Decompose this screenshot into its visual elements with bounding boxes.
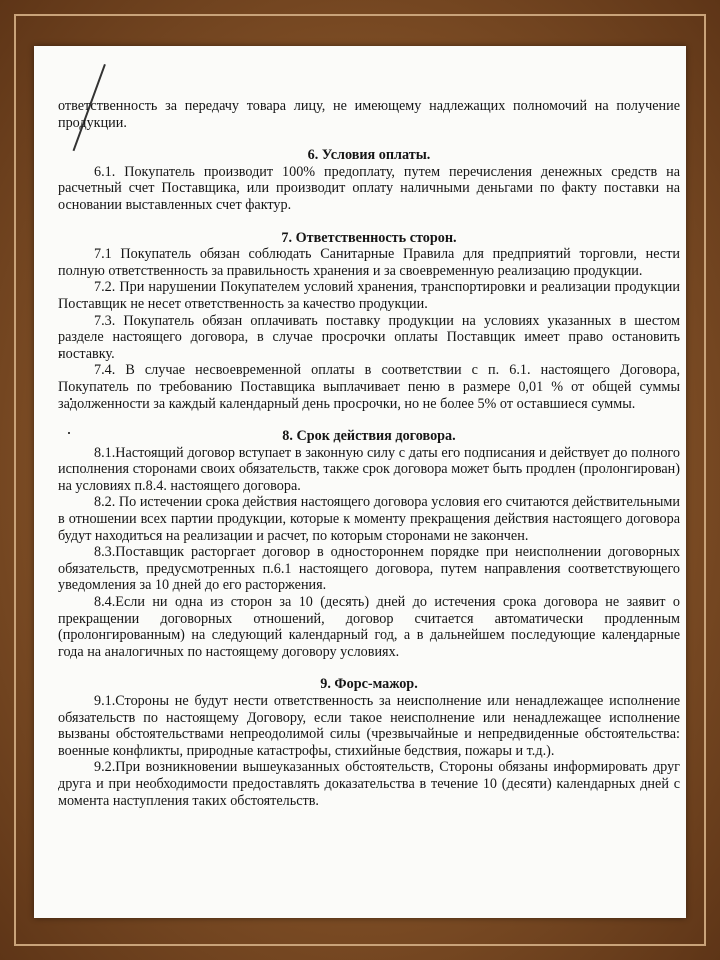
paragraph-6-1: 6.1. Покупатель производит 100% предоплату, путем перечисления денежных средств на расчетный счет Поставщика, или производит оплату наличными деньгами по факту поставки на основании выставленных счет фактур.: [58, 163, 680, 213]
paragraph-7-3: 7.3. Покупатель обязан оплачивать поставку продукции на условиях указанных в шестом разделе настоящего договора, в случае просрочки оплаты Поставщик имеет право остановить поставку.: [58, 312, 680, 362]
section-title-payment: 6. Условия оплаты.: [307, 147, 431, 164]
paragraph-9-2: 9.2.При возникновении вышеуказанных обстоятельств, Стороны обязаны информировать друг друга и при необходимости предоставлять доказательства в течение 10 (десяти) календарных дней с момента наступления таких обстоятельств.: [58, 759, 680, 809]
paragraph-7-2: 7.2. При нарушении Покупателем условий хранения, транспортировки и реализации продукции Поставщик не несет ответственность за качество продукции.: [58, 279, 680, 312]
section-title-force-majeure: 9. Форс-мажор.: [320, 676, 418, 693]
document-text: [58, 98, 680, 809]
section-title-liability: 7. Ответственность сторон.: [281, 229, 457, 246]
paragraph-7-1: 7.1 Покупатель обязан соблюдать Санитарные Правила для предприятий торговли, нести полную ответственность за правильность хранения и за своевременную реализацию продукции.: [58, 246, 680, 279]
paragraph-7-4: 7.4. В случае несвоевременной оплаты в соответствии с п. 6.1. настоящего Договора, Покупатель по требованию Поставщика выплачивает пеню в размере 0,01 % от общей суммы задолженности за каждый календарный день просрочки, но не более 5% от оставшиеся суммы.: [58, 362, 680, 412]
paragraph-8-1: 8.1.Настоящий договор вступает в законную силу с даты его подписания и действует до полного исполнения сторонами своих обязательств, также срок договора может быть продлен (пролонгирован) на условиях п.8.4. настоящего договора.: [58, 444, 680, 494]
paragraph-9-1: 9.1.Стороны не будут нести ответственность за неисполнение или ненадлежащее исполнение обязательств по настоящему Договору, если такое неисполнение или ненадлежащее исполнение вызваны обстоятельствами непреодолимой силы (чрезвычайные и непредвиденные обстоятельства: военные конфликты, природные катастрофы, стихийные бедствия, пожары и т.д.).: [58, 693, 680, 759]
section-title-term: 8. Срок действия договора.: [282, 428, 456, 445]
intro-paragraph: ответственность за передачу товара лицу, не имеющему надлежащих полномочий на получение продукции.: [58, 98, 680, 131]
paragraph-8-3: 8.3.Поставщик расторгает договор в одностороннем порядке при неисполнении договорных обязательств, предусмотренных п.6.1 настоящего договора, путем направления соответствующего уведомления за 10 дней до его расторжения.: [58, 544, 680, 594]
paragraph-8-2: 8.2. По истечении срока действия настоящего договора условия его считаются действительными в отношении всех партии продукции, которые к моменту прекращения действия настоящего договора будут находиться на реализации и расчет, по которым сторонами не закончен.: [58, 494, 680, 544]
paragraph-8-4: 8.4.Если ни одна из сторон за 10 (десять) дней до истечения срока договора не заявит о прекращении договорных отношений, договор считается автоматически продленным (пролонгированным) на следующий календарный год, а в дальнейшем последующие календарные года на аналогичных по настоящему договору условиях.: [58, 594, 680, 660]
